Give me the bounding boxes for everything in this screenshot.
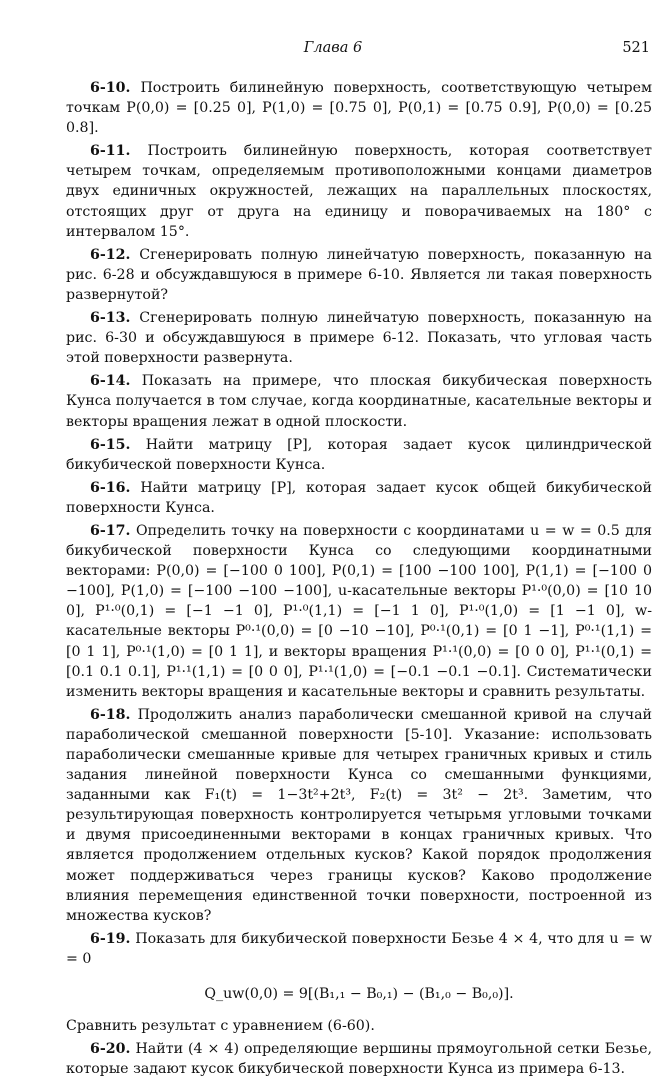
exercise-text: Продолжить анализ параболически смешанной кривой на случай параболической смешанной поверхности [5-10]. Указание: использовать параболически смешанные кривые для четырех граничных кривых и стиль задания линейной поверхности Кунса со смешанными функциями, заданными как F₁(t) = 1−3t²+2t³, F₂(t) = 3t² − 2t³. Заметим, что результирующая поверхность контролируется четырьмя угловыми точками и двумя присоединенными векторами в концах граничных кривых. Что является продолжением отдельных кусков? Какой порядок продолжения может поддерживаться через границы кусков? Каково продолжение влияния перемещения единственной точки поверхности, построенной из множества кусков? [66, 706, 652, 924]
exercise-6-12 [66, 245, 652, 305]
exercise-number: 6-12. [90, 246, 131, 263]
exercise-text: Показать для бикубической поверхности Безье 4 × 4, что для u = w = 0 [66, 930, 653, 967]
exercise-6-20 [66, 1039, 652, 1079]
exercise-6-19 [66, 929, 652, 969]
exercise-number: 6-16. [90, 479, 131, 496]
exercise-text: Показать на примере, что плоская бикубическая поверхность Кунса получается в том случае, когда координатные, касательные векторы и векторы вращения лежат в одной плоскости. [66, 373, 652, 430]
exercise-text: Найти матрицу [P], которая задает кусок цилиндрической бикубической поверхности Кунса. [66, 436, 652, 473]
exercise-text: Сгенерировать полную линейчатую поверхность, показанную на рис. 6-28 и обсуждавшуюся в примере 6-10. Является ли такая поверхность развернутой? [66, 246, 652, 303]
exercise-6-10 [66, 78, 652, 138]
exercise-number: 6-18. [90, 706, 131, 723]
exercise-number: 6-14. [90, 373, 131, 390]
exercise-number: 6-11. [90, 143, 131, 160]
exercise-number: 6-13. [90, 310, 131, 327]
exercise-6-13 [66, 308, 652, 368]
exercise-number: 6-10. [90, 80, 131, 96]
exercise-6-15 [66, 435, 652, 475]
page-header [0, 40, 666, 60]
formula-quw: Q_uw(0,0) = 9[(B₁,₁ − B₀,₁) − (B₁,₀ − B₀,₀)]. [204, 986, 514, 1003]
exercise-6-11 [66, 141, 652, 241]
exercise-6-16 [66, 478, 652, 518]
exercise-text: Определить точку на поверхности с координатами u = w = 0.5 для бикубической поверхности Кунса со следующими координатными векторами: P(0,0) = [−100 0 100], P(0,1) = [100 −100 100], P(1,1) = [−100 0 −100], P(1,0) = [−100 −100 −100], u-касательные векторы P¹·⁰(0,0) = [10 10 0], P¹·⁰(0,1) = [−1 −1 0], P¹·⁰(1,1) = [−1 1 0], P¹·⁰(1,0) = [1 −1 0], w-касательные векторы P⁰·¹(0,0) = [0 −10 −10], P⁰·¹(0,1) = [0 1 −1], P⁰·¹(1,1) = [0 1 1], P⁰·¹(1,0) = [0 1 1], и векторы вращения P¹·¹(0,0) = [0 0 0], P¹·¹(0,1) = [0.1 0.1 0.1], P¹·¹(1,1) = [0 0 0], P¹·¹(1,0) = [−0.1 −0.1 −0.1]. Систематически изменить векторы вращения и касательные векторы и сравнить результаты. [66, 522, 652, 700]
exercise-6-18 [66, 705, 652, 926]
exercise-number: 6-17. [90, 522, 131, 539]
exercise-number: 6-15. [90, 436, 131, 453]
chapter-title: Глава 6 [303, 40, 363, 56]
exercise-text: Построить билинейную поверхность, которая соответствует четырем точкам, определяемым противоположными концами диаметров двух единичных окружностей, лежащих на параллельных плоскостях, отстоящих друг от друга на единицу и поворачиваемых на 180° с интервалом 15°. [66, 143, 652, 240]
page-body [66, 78, 652, 1082]
exercise-text: Найти (4 × 4) определяющие вершины прямоугольной сетки Безье, которые задают кусок бикубической поверхности Кунса из примера 6-13. [66, 1041, 652, 1078]
exercise-text: Найти матрицу [P], которая задает кусок общей бикубической поверхности Кунса. [66, 479, 652, 516]
exercise-6-14 [66, 371, 652, 431]
exercise-text: Построить билинейную поверхность, соответствующую четырем точкам P(0,0) = [0.25 0], P(1,0) = [0.75 0], P(0,1) = [0.75 0.9], P(0,0) = [0.25 0.8]. [66, 80, 653, 137]
page-number: 521 [622, 40, 650, 56]
exercise-number: 6-20. [90, 1041, 131, 1058]
exercise-6-17 [66, 521, 652, 702]
exercise-text: Сгенерировать полную линейчатую поверхность, показанную на рис. 6-30 и обсуждавшуюся в примере 6-12. Показать, что угловая часть этой поверхности развернута. [66, 310, 652, 367]
exercise-number: 6-19. [90, 930, 131, 947]
continuation-text: Сравнить результат с уравнением (6-60). [66, 1018, 375, 1035]
